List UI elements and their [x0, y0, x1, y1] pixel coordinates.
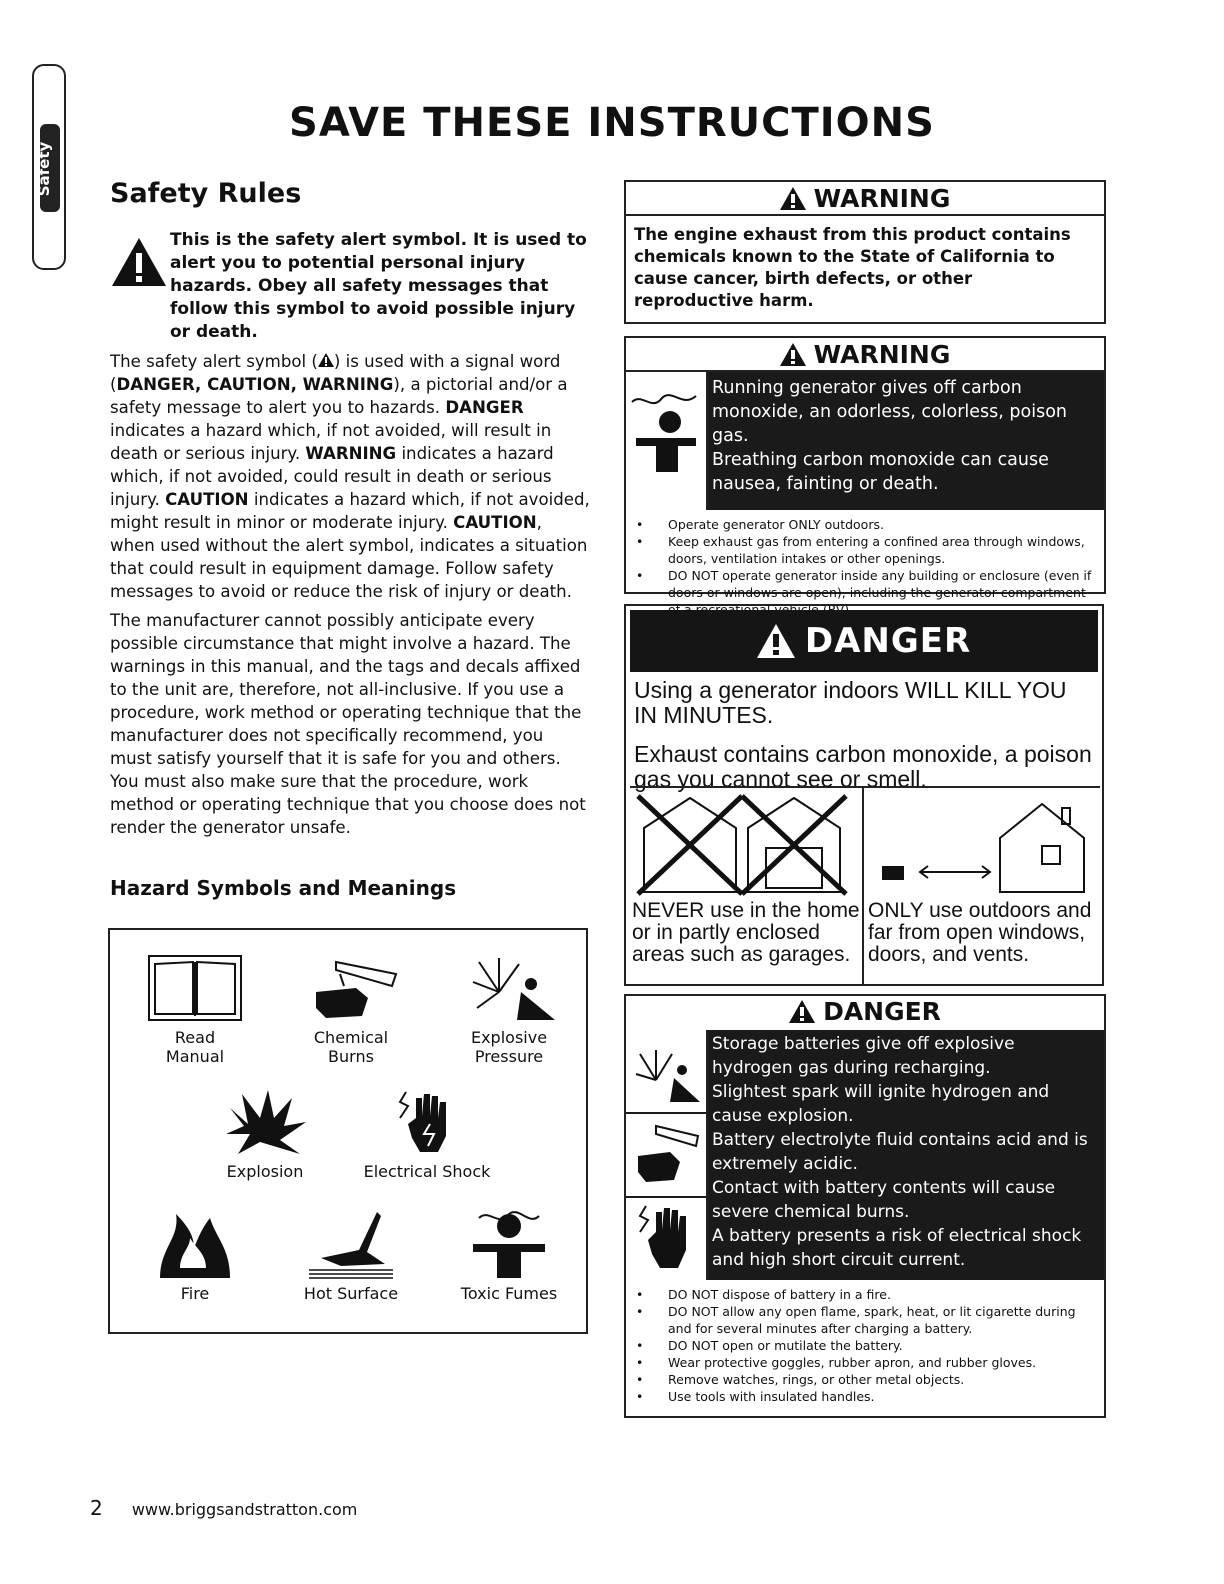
danger-alert-icon	[789, 1000, 815, 1023]
signal-word-paragraph	[110, 350, 590, 603]
hazard-label: Hot Surface	[303, 1284, 399, 1303]
chemical-burns-icon	[296, 952, 406, 1024]
alert-symbol-intro: This is the safety alert symbol. It is used to alert you to potential personal injury hazards. Obey all safety messages that follow this symbol to avoid possible injury or death.	[170, 230, 587, 342]
toxic-fumes-icon	[459, 1208, 559, 1280]
toxic-fumes-icon	[626, 372, 704, 510]
text-run: ) is used with a signal word (	[110, 352, 561, 394]
warning-word: WARNING	[305, 444, 397, 463]
hazard-chemical-burns	[286, 952, 416, 1066]
hazard-label: Burns	[328, 1047, 374, 1066]
danger-pictograms	[630, 786, 1100, 984]
electrical-shock-pictogram	[626, 1198, 708, 1280]
side-tab-label: Safety	[35, 141, 53, 197]
hazard-label: Pressure	[474, 1047, 544, 1066]
text-run: indicates a hazard which, if not avoided, might result in minor or moderate injury.	[110, 490, 590, 532]
warning-alert-icon	[780, 187, 806, 210]
never-caption: NEVER use in the home or in partly enclosed areas such as garages.	[632, 899, 860, 966]
explosion-icon	[220, 1088, 310, 1158]
only-outdoors-panel	[864, 788, 1100, 984]
text-run: indicates a hazard which, if not avoided, could result in death or serious injury.	[110, 444, 554, 509]
electrical-shock-icon	[626, 1198, 704, 1280]
danger-message-line: Storage batteries give off explosive hydrogen gas during recharging.	[712, 1034, 1015, 1078]
hazard-explosion	[200, 1088, 330, 1181]
warning-message-band	[626, 372, 1104, 510]
hazard-label: Toxic Fumes	[460, 1284, 558, 1303]
outdoors-house-icon	[864, 788, 1100, 898]
chemical-burns-icon	[626, 1114, 704, 1196]
hazard-label: Chemical	[313, 1028, 389, 1047]
hazard-label: Fire	[180, 1284, 210, 1303]
danger-message-line: Contact with battery contents will cause severe chemical burns.	[712, 1178, 1056, 1222]
danger-box-indoors	[624, 604, 1104, 986]
danger-bullet-list	[626, 1280, 1104, 1409]
danger-line: Using a generator indoors WILL KILL YOU IN MINUTES.	[634, 677, 1067, 728]
list-item: • Use tools with insulated handles.	[634, 1388, 1096, 1405]
hot-surface-icon	[301, 1208, 401, 1280]
explosive-pressure-icon	[626, 1030, 704, 1112]
hazard-label: Electrical Shock	[363, 1162, 491, 1181]
hazard-label: Explosive	[470, 1028, 548, 1047]
hazard-symbols-box	[108, 928, 588, 1334]
hazard-toxic-fumes	[444, 1208, 574, 1303]
page-footer	[90, 1496, 357, 1520]
list-item: • Remove watches, rings, or other metal objects.	[634, 1371, 1096, 1388]
page-title: SAVE THESE INSTRUCTIONS	[289, 100, 935, 146]
danger-word: DANGER	[445, 398, 524, 417]
warning-box-carbon-monoxide	[624, 336, 1106, 600]
chemical-burns-pictogram	[626, 1114, 708, 1196]
never-indoors-panel	[630, 788, 864, 984]
explosive-pressure-icon	[459, 952, 559, 1024]
website-url: www.briggsandstratton.com	[131, 1500, 358, 1519]
list-item: • Wear protective goggles, rubber apron, and rubber gloves.	[634, 1354, 1096, 1371]
fire-icon	[150, 1208, 240, 1280]
explosive-pictogram	[626, 1030, 708, 1112]
warning-signal	[626, 338, 1104, 372]
hazard-label: Read	[174, 1028, 216, 1047]
danger-message-line: Battery electrolyte fluid contains acid and is extremely acidic.	[712, 1130, 1088, 1174]
hazard-electrical-shock	[352, 1088, 502, 1181]
danger-message-line: Slightest spark will ignite hydrogen and cause explosion.	[712, 1082, 1050, 1126]
danger-banner	[630, 610, 1098, 672]
warning-signal	[626, 182, 1104, 216]
list-item: • DO NOT allow any open flame, spark, heat, or lit cigarette during and for several minutes after charging a battery.	[634, 1303, 1096, 1337]
hazard-label: Manual	[165, 1047, 225, 1066]
danger-signal-word: DANGER	[823, 996, 941, 1026]
danger-box-battery	[624, 994, 1106, 1418]
caution-word: CAUTION	[453, 513, 537, 532]
hazard-read-manual	[130, 952, 260, 1066]
text-run: The safety alert symbol (	[110, 352, 318, 371]
safety-rules-body	[110, 350, 590, 845]
danger-message-lines	[712, 1032, 1100, 1272]
inline-alert-icon	[318, 353, 334, 367]
danger-alert-icon	[757, 624, 795, 658]
warning-box-california	[624, 180, 1106, 324]
text-run: ), a pictorial and/or a safety message to alert you to hazards.	[110, 375, 568, 417]
warning-signal-word: WARNING	[813, 183, 951, 213]
danger-signal-word: DANGER	[804, 621, 972, 661]
warning-message-lines	[712, 376, 1098, 496]
list-item: • DO NOT open or mutilate the battery.	[634, 1337, 1096, 1354]
manufacturer-paragraph: The manufacturer cannot possibly anticipate every possible circumstance that might involve a hazard. The warnings in this manual, and the tags and decals affixed to the unit are, therefore, not all-inclusive. If you use a procedure, work method or operating technique that the manufacturer does not specifically recommend, you must satisfy yourself that it is safe for you and others. You must also make sure that the procedure, work method or operating technique that you choose does not render the generator unsafe.	[110, 611, 586, 837]
electrical-shock-icon	[382, 1088, 472, 1158]
list-item: • DO NOT operate generator inside any building or enclosure (even if doors or windows are open), including the generator compartment	[634, 567, 1096, 618]
hazard-label: Explosion	[226, 1162, 304, 1181]
hazard-hot-surface	[286, 1208, 416, 1303]
side-tab	[32, 64, 66, 270]
safety-rules-heading: Safety Rules	[110, 178, 302, 209]
hazard-explosive-pressure	[444, 952, 574, 1066]
list-item: • DO NOT dispose of battery in a fire.	[634, 1286, 1096, 1303]
warning-alert-icon	[780, 343, 806, 366]
list-item: • Operate generator ONLY outdoors.	[634, 516, 1096, 533]
danger-message-band	[626, 1030, 1104, 1280]
warning-message-line: Breathing carbon monoxide can cause nausea, fainting or death.	[712, 450, 1049, 494]
page-number: 2	[90, 1496, 103, 1520]
hazard-symbols-heading: Hazard Symbols and Meanings	[110, 876, 457, 900]
hazard-fire	[130, 1208, 260, 1303]
signal-words: DANGER, CAUTION, WARNING	[116, 375, 394, 394]
only-caption: ONLY use outdoors and far from open windows, doors, and vents.	[868, 899, 1092, 966]
warning-text: The engine exhaust from this product contains chemicals known to the State of California to cause cancer, birth defects, or other reproductive harm.	[634, 225, 1071, 310]
book-icon	[145, 952, 245, 1024]
text-run: indicates a hazard which, if not avoided, will result in death or serious injury.	[110, 421, 552, 463]
danger-message-line: A battery presents a risk of electrical shock and high short circuit current.	[712, 1226, 1082, 1270]
toxic-fumes-pictogram	[626, 372, 708, 510]
danger-line: Exhaust contains carbon monoxide, a poison gas you cannot see or smell.	[634, 741, 1092, 792]
warning-signal-word: WARNING	[813, 339, 951, 369]
text-run: , when used without the alert symbol, indicates a situation that could result in equipment damage. Follow safety messages to avoid or reduce the risk of injury or death.	[110, 513, 588, 601]
no-garage-icon	[630, 788, 862, 898]
caution-word: CAUTION	[165, 490, 249, 509]
danger-signal	[626, 996, 1104, 1026]
safety-alert-icon	[110, 236, 168, 288]
list-item: • Keep exhaust gas from entering a confined area through windows, doors, ventilation intakes or other openings.	[634, 533, 1096, 567]
warning-message-line: Running generator gives off carbon monoxide, an odorless, colorless, poison gas.	[712, 378, 1067, 446]
